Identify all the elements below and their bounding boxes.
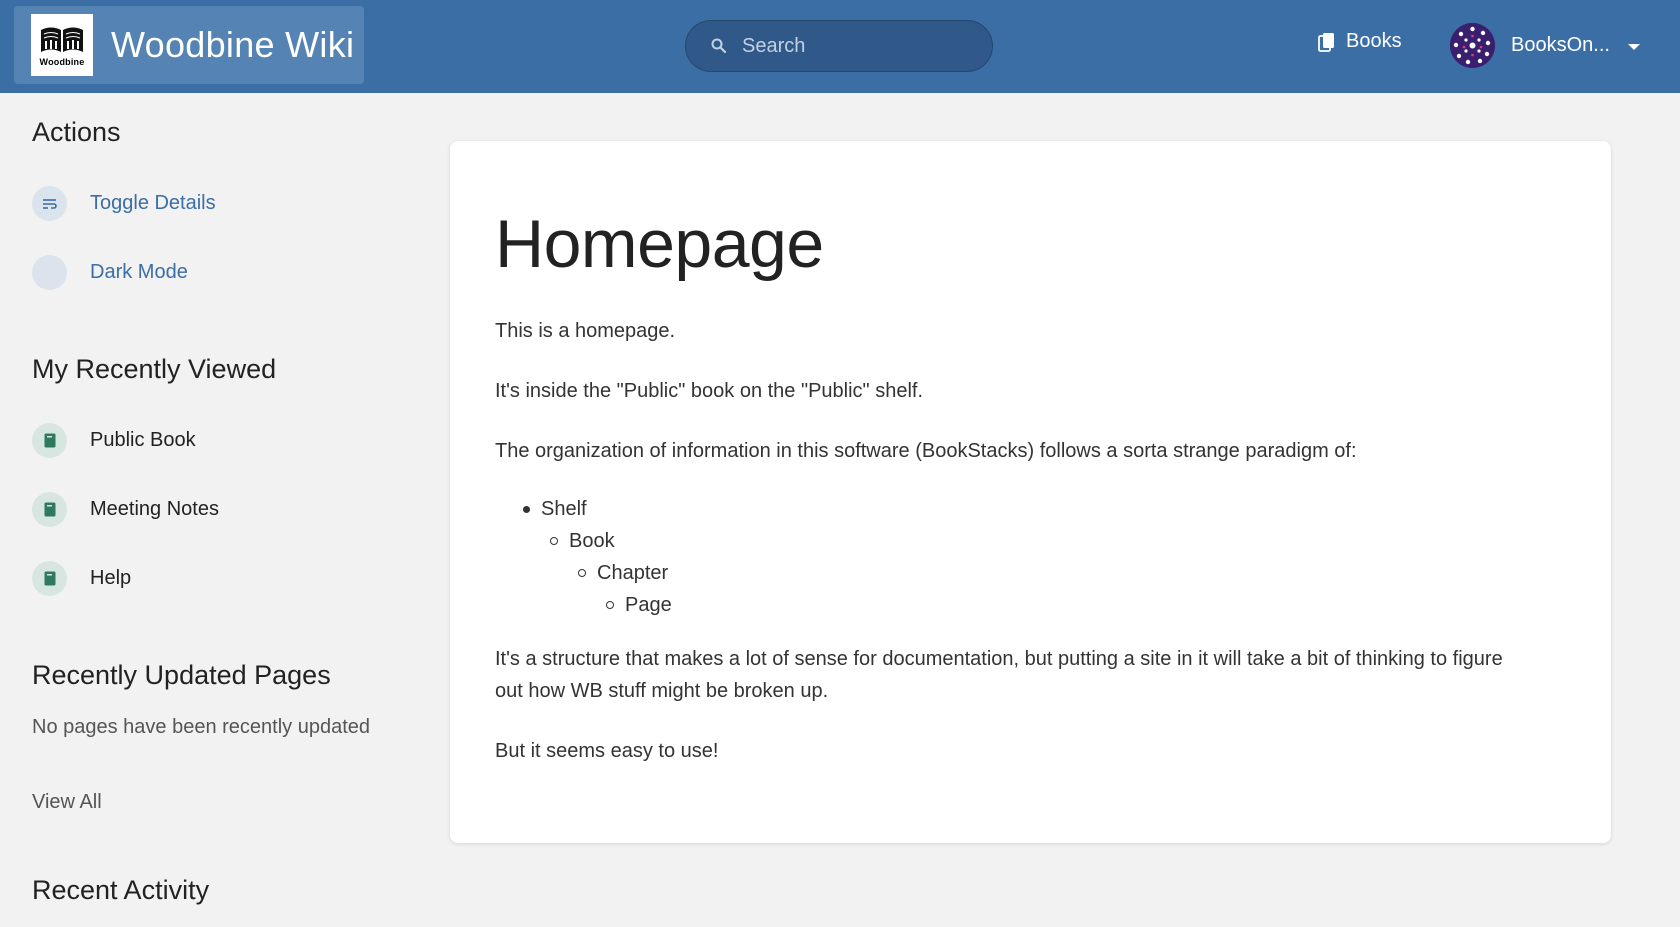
search-box[interactable]	[685, 20, 993, 72]
recently-updated-heading: Recently Updated Pages	[32, 660, 331, 690]
site-name: Woodbine Wiki	[111, 24, 355, 65]
user-name: BooksOn...	[1511, 34, 1610, 56]
recently-updated-empty-text: No pages have been recently updated	[32, 716, 371, 738]
book-icon	[32, 561, 67, 596]
top-header	[0, 0, 1680, 93]
list-item-label: Shelf	[541, 498, 587, 520]
toggle-details-icon	[32, 186, 67, 221]
book-icon	[32, 492, 67, 527]
paragraph: It's inside the "Public" book on the "Public" shelf.	[495, 380, 924, 402]
paragraph: But it seems easy to use!	[495, 740, 719, 762]
dark-mode-label: Dark Mode	[90, 261, 188, 283]
recent-item-label: Help	[90, 567, 132, 589]
search-icon	[710, 37, 728, 55]
nav-books-link[interactable]	[1318, 30, 1402, 53]
list-item-label: Page	[625, 594, 672, 616]
recently-viewed-heading: My Recently Viewed	[32, 354, 277, 384]
avatar	[1450, 23, 1495, 68]
page-title: Homepage	[495, 206, 824, 282]
recent-item-label: Public Book	[90, 429, 196, 451]
avatar-image	[1450, 23, 1495, 68]
hierarchy-list	[495, 493, 672, 621]
recent-activity-heading: Recent Activity	[32, 875, 210, 905]
site-brand-link[interactable]	[14, 6, 364, 84]
search-input[interactable]	[742, 35, 972, 58]
paragraph: This is a homepage.	[495, 320, 676, 342]
recent-item-help[interactable]	[32, 561, 131, 596]
chevron-down-icon	[1628, 44, 1640, 50]
list-item	[495, 493, 672, 525]
toggle-details-action[interactable]	[32, 186, 216, 221]
book-shelf-logo-icon	[39, 24, 85, 54]
site-logo	[31, 14, 93, 76]
logo-text: Woodbine	[39, 56, 85, 67]
user-menu-toggle[interactable]	[1450, 23, 1640, 68]
recent-item-label: Meeting Notes	[90, 498, 219, 520]
books-icon	[1318, 32, 1336, 52]
view-all-link[interactable]: View All	[32, 791, 102, 813]
paragraph: The organization of information in this software (BookStacks) follows a sorta strange paradigm of:	[495, 440, 1357, 462]
page-content-card	[450, 141, 1611, 843]
recent-item-public-book[interactable]	[32, 423, 196, 458]
list-item-label: Chapter	[597, 562, 669, 584]
paragraph: It's a structure that makes a lot of sense for documentation, but putting a site in it will take a bit of thinking to figure out how WB stuff might be broken up.	[495, 648, 1503, 702]
moon-icon	[32, 255, 67, 290]
list-item	[495, 525, 672, 557]
dark-mode-action[interactable]	[32, 255, 188, 290]
recent-item-meeting-notes[interactable]	[32, 492, 219, 527]
nav-books-label: Books	[1346, 30, 1402, 52]
toggle-details-label: Toggle Details	[90, 192, 216, 214]
actions-heading: Actions	[32, 117, 121, 147]
list-item	[495, 589, 672, 621]
list-item	[495, 557, 672, 589]
book-icon	[32, 423, 67, 458]
list-item-label: Book	[569, 530, 615, 552]
